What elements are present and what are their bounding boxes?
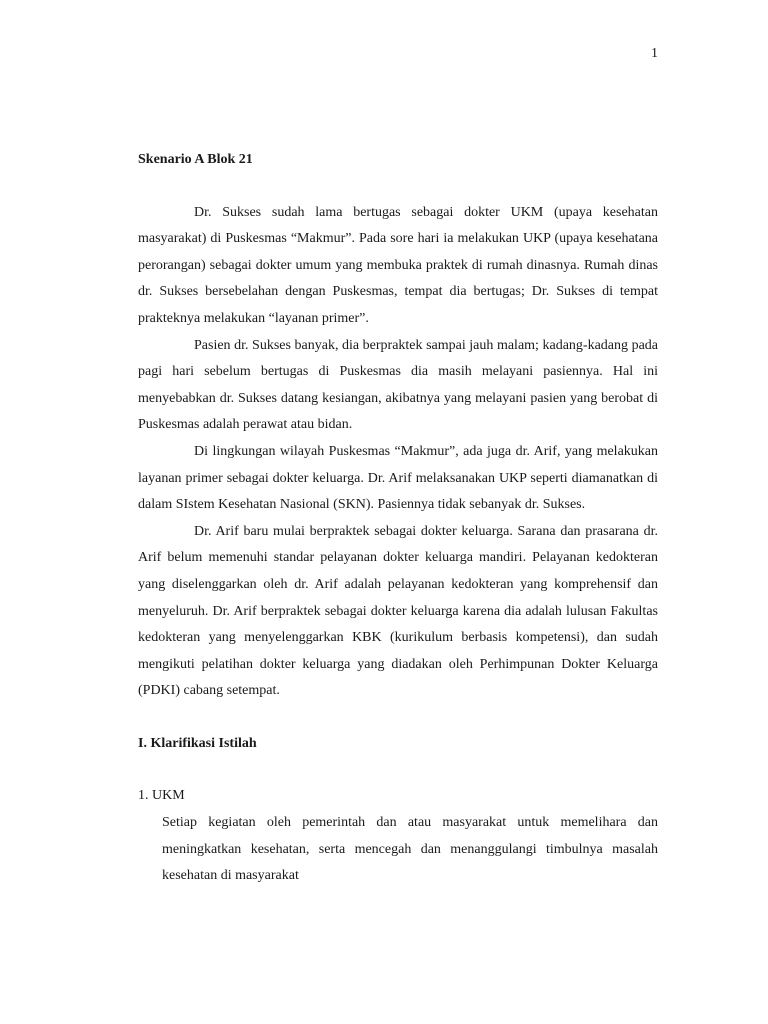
document-content: [138, 147, 658, 890]
document-title: Skenario A Blok 21: [138, 152, 253, 167]
list-item: [138, 783, 658, 889]
paragraph-3: Di lingkungan wilayah Puskesmas “Makmur”, ada juga dr. Arif, yang melakukan layanan primer sebagai dokter keluarga. Dr. Arif melaksanakan UKP seperti diamanatkan di dalam SIstem Kesehatan Nasional (SKN). Pasiennya tidak sebanyak dr. Sukses.: [138, 443, 658, 513]
paragraph-4: Dr. Arif baru mulai berpraktek sebagai dokter keluarga. Sarana dan prasarana dr. Arif belum memenuhi standar pelayanan dokter keluarga mandiri. Pelayanan kedokteran yang diselenggarkan oleh dr. Arif adalah pelayanan kedokteran yang komprehensif dan menyeluruh. Dr. Arif berpraktek sebagai dokter keluarga karena dia adalah lulusan Fakultas kedokteran yang menyelenggarkan KBK (kurikulum berbasis kompetensi), dan sudah mengikuti pelatihan dokter keluarga yang diadakan oleh Perhimpunan Dokter Keluarga (PDKI) cabang setempat.: [138, 523, 658, 699]
page-number: 1: [651, 46, 658, 61]
section-heading: I. Klarifikasi Istilah: [138, 735, 257, 751]
list-item-title: 1. UKM: [138, 788, 185, 804]
paragraph-1: Dr. Sukses sudah lama bertugas sebagai dokter UKM (upaya kesehatan masyarakat) di Puskesmas “Makmur”. Pada sore hari ia melakukan UKP (upaya kesehatana perorangan) sebagai dokter umum yang membuka praktek di rumah dinasnya. Rumah dinas dr. Sukses bersebelahan dengan Puskesmas, tempat dia bertugas; Dr. Sukses di tempat prakteknya melakukan “layanan primer”.: [138, 204, 658, 326]
list-item-body: Setiap kegiatan oleh pemerintah dan atau masyarakat untuk memelihara dan meningkatkan kesehatan, serta mencegah dan menanggulangi timbulnya masalah kesehatan di masyarakat: [162, 815, 658, 884]
paragraph-2: Pasien dr. Sukses banyak, dia berpraktek sampai jauh malam; kadang-kadang pada pagi hari sebelum bertugas di Puskesmas dia masih melayani pasiennya. Hal ini menyebabkan dr. Sukses datang kesiangan, akibatnya yang melayani pasien yang berobat di Puskesmas adalah perawat atau bidan.: [138, 337, 658, 433]
